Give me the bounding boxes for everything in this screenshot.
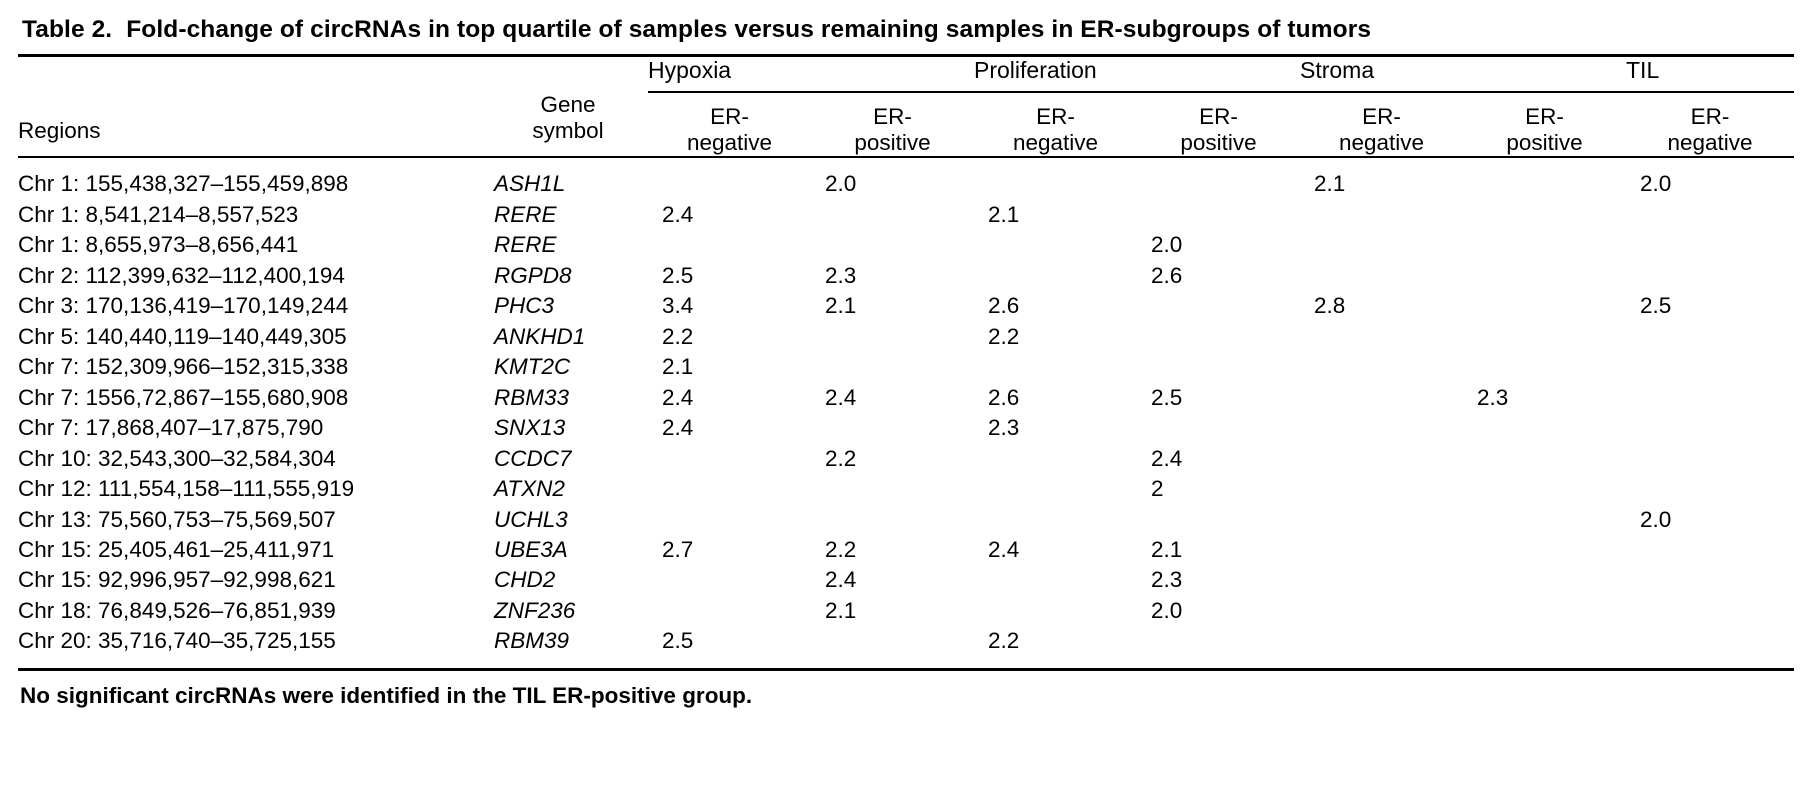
- cell-gene: RBM33: [494, 384, 570, 410]
- cell-prolif-neg: 2.2: [988, 323, 1020, 349]
- cell-til-neg: 2.5: [1640, 293, 1672, 319]
- cell-prolif-pos: 2.0: [1151, 597, 1183, 623]
- cell-region: Chr 10: 32,543,300–32,584,304: [18, 445, 336, 471]
- cell-region: Chr 7: 152,309,966–152,315,338: [18, 354, 349, 380]
- cell-hypoxia-neg: [648, 230, 811, 260]
- sub-line2: negative: [686, 130, 773, 156]
- cell-region: Chr 12: 111,554,158–111,555,919: [18, 476, 355, 502]
- cell-hypoxia-neg: [648, 505, 811, 535]
- cell-gene: SNX13: [494, 415, 566, 441]
- cell-hypoxia-neg: 2.1: [662, 354, 694, 380]
- table-caption-label: Table 2.: [22, 16, 113, 43]
- cell-til-neg: 2.0: [1640, 506, 1672, 532]
- table-row: [18, 535, 1794, 565]
- cell-gene: RGPD8: [494, 262, 572, 288]
- gene-symbol-line2: symbol: [532, 118, 604, 144]
- cell-region: Chr 13: 75,560,753–75,569,507: [18, 506, 336, 532]
- cell-stroma-neg: [1300, 352, 1463, 382]
- sub-line2: positive: [1506, 130, 1583, 156]
- cell-prolif-neg: 2.4: [988, 537, 1020, 562]
- cell-hypoxia-neg: [648, 565, 811, 595]
- cell-til-neg: [1626, 596, 1794, 626]
- sub-line1: ER-: [1525, 104, 1564, 129]
- table-row: [18, 383, 1794, 413]
- column-header-stroma-er-negative: [1300, 92, 1463, 157]
- column-header-hypoxia-er-positive: [811, 92, 974, 157]
- sub-line1: ER-: [1690, 104, 1730, 129]
- cell-prolif-neg: [974, 261, 1137, 291]
- cell-stroma-pos: [1463, 261, 1626, 291]
- cell-prolif-neg: [974, 230, 1137, 260]
- cell-prolif-neg: 2.1: [988, 201, 1020, 227]
- cell-hypoxia-pos: [811, 230, 974, 260]
- cell-gene: ANKHD1: [494, 323, 586, 349]
- cell-gene: ASH1L: [494, 171, 566, 197]
- table-row: [18, 261, 1794, 291]
- cell-hypoxia-pos: [811, 352, 974, 382]
- cell-prolif-pos: 2: [1151, 476, 1164, 502]
- table-row: [18, 322, 1794, 352]
- sub-line1: ER-: [1199, 104, 1238, 129]
- cell-stroma-pos: [1463, 596, 1626, 626]
- cell-prolif-pos: [1137, 322, 1300, 352]
- cell-prolif-pos: [1137, 158, 1300, 199]
- cell-gene: UBE3A: [494, 537, 568, 562]
- cell-stroma-pos: [1463, 626, 1626, 669]
- cell-gene: ATXN2: [494, 476, 565, 502]
- table-footnote: No significant circRNAs were identified in the TIL ER-positive group.: [20, 682, 753, 708]
- column-header-proliferation-er-negative: [974, 92, 1137, 157]
- cell-gene: UCHL3: [494, 506, 568, 532]
- group-header-proliferation: Proliferation: [974, 57, 1300, 92]
- cell-stroma-pos: [1463, 200, 1626, 230]
- cell-stroma-neg: [1300, 383, 1463, 413]
- table-row: [18, 413, 1794, 443]
- cell-stroma-pos: 2.3: [1477, 384, 1509, 410]
- cell-stroma-neg: [1300, 474, 1463, 504]
- cell-stroma-pos: [1463, 230, 1626, 260]
- group-header-til: TIL: [1626, 57, 1794, 92]
- cell-region: Chr 7: 1556,72,867–155,680,908: [18, 384, 349, 410]
- cell-prolif-pos: [1137, 626, 1300, 669]
- cell-gene: RBM39: [494, 628, 570, 654]
- cell-hypoxia-pos: [811, 200, 974, 230]
- sub-line2: negative: [1012, 130, 1099, 156]
- cell-hypoxia-pos: 2.1: [825, 597, 857, 623]
- column-header-regions: Regions: [18, 118, 101, 144]
- cell-prolif-neg: 2.2: [988, 628, 1020, 654]
- cell-prolif-neg: 2.6: [988, 384, 1020, 410]
- table-row: [18, 626, 1794, 669]
- cell-stroma-pos: [1463, 505, 1626, 535]
- cell-stroma-pos: [1463, 565, 1626, 595]
- column-header-hypoxia-er-negative: [648, 92, 811, 157]
- cell-prolif-neg: [974, 505, 1137, 535]
- gene-symbol-line1: Gene: [540, 92, 596, 117]
- cell-til-neg: [1626, 383, 1794, 413]
- cell-stroma-pos: [1463, 291, 1626, 321]
- cell-gene: ZNF236: [494, 597, 576, 623]
- cell-stroma-neg: [1300, 565, 1463, 595]
- column-header-stroma-er-positive: [1463, 92, 1626, 157]
- cell-stroma-pos: [1463, 158, 1626, 199]
- cell-region: Chr 1: 155,438,327–155,459,898: [18, 171, 349, 197]
- cell-hypoxia-neg: 2.5: [662, 262, 694, 288]
- sub-line1: ER-: [1036, 104, 1075, 129]
- cell-til-neg: [1626, 565, 1794, 595]
- sub-line1: ER-: [710, 104, 749, 129]
- cell-gene: RERE: [494, 201, 557, 227]
- cell-stroma-pos: [1463, 444, 1626, 474]
- cell-prolif-neg: 2.6: [988, 293, 1020, 319]
- sub-line2: positive: [854, 130, 931, 156]
- cell-hypoxia-pos: [811, 413, 974, 443]
- cell-stroma-neg: [1300, 626, 1463, 669]
- cell-til-neg: [1626, 200, 1794, 230]
- table-row: [18, 505, 1794, 535]
- cell-prolif-pos: [1137, 200, 1300, 230]
- group-header-spacer-gene: [488, 57, 648, 92]
- cell-hypoxia-pos: 2.1: [825, 293, 857, 319]
- cell-gene: CHD2: [494, 567, 556, 593]
- cell-prolif-pos: [1137, 291, 1300, 321]
- table-caption: [0, 10, 1800, 54]
- table-row: [18, 352, 1794, 382]
- cell-hypoxia-pos: 2.4: [825, 567, 857, 593]
- cell-stroma-neg: [1300, 413, 1463, 443]
- cell-region: Chr 15: 92,996,957–92,998,621: [18, 567, 336, 593]
- column-header-proliferation-er-positive: [1137, 92, 1300, 157]
- cell-prolif-pos: [1137, 505, 1300, 535]
- cell-prolif-pos: [1137, 413, 1300, 443]
- group-header-stroma: Stroma: [1300, 57, 1626, 92]
- cell-hypoxia-pos: [811, 505, 974, 535]
- sub-line1: ER-: [873, 104, 912, 129]
- cell-hypoxia-pos: 2.3: [825, 262, 857, 288]
- cell-region: Chr 7: 17,868,407–17,875,790: [18, 415, 324, 441]
- cell-til-neg: [1626, 352, 1794, 382]
- sub-header-row: [18, 92, 1794, 157]
- cell-region: Chr 2: 112,399,632–112,400,194: [18, 262, 345, 288]
- table-row: [18, 596, 1794, 626]
- cell-prolif-pos: 2.1: [1151, 537, 1183, 562]
- cell-region: Chr 15: 25,405,461–25,411,971: [18, 537, 335, 562]
- table-row: [18, 230, 1794, 260]
- cell-hypoxia-neg: 2.4: [662, 415, 694, 441]
- column-header-gene-symbol: [488, 92, 648, 157]
- cell-hypoxia-pos: [811, 322, 974, 352]
- cell-stroma-neg: [1300, 261, 1463, 291]
- table-caption-text: Fold-change of circRNAs in top quartile of samples versus remaining samples in ER-subgroups of tumors: [126, 16, 1372, 43]
- cell-hypoxia-pos: 2.2: [825, 537, 857, 562]
- cell-hypoxia-neg: [648, 474, 811, 504]
- cell-hypoxia-neg: 3.4: [662, 293, 694, 319]
- cell-prolif-neg: 2.3: [988, 415, 1020, 441]
- cell-prolif-neg: [974, 352, 1137, 382]
- cell-hypoxia-neg: 2.7: [662, 537, 694, 562]
- group-header-row: [18, 57, 1794, 92]
- cell-prolif-pos: 2.5: [1151, 384, 1183, 410]
- table-row: [18, 565, 1794, 595]
- cell-til-neg: [1626, 535, 1794, 565]
- cell-prolif-pos: 2.4: [1151, 445, 1183, 471]
- cell-stroma-neg: [1300, 596, 1463, 626]
- cell-hypoxia-neg: [648, 444, 811, 474]
- cell-region: Chr 20: 35,716,740–35,725,155: [18, 628, 336, 654]
- cell-region: Chr 5: 140,440,119–140,449,305: [18, 323, 347, 349]
- cell-til-neg: [1626, 261, 1794, 291]
- cell-prolif-pos: 2.3: [1151, 567, 1183, 593]
- table-row: [18, 158, 1794, 199]
- cell-stroma-neg: [1300, 200, 1463, 230]
- cell-prolif-pos: 2.6: [1151, 262, 1183, 288]
- cell-stroma-neg: [1300, 444, 1463, 474]
- column-header-til-er-negative: [1626, 92, 1794, 157]
- cell-stroma-pos: [1463, 535, 1626, 565]
- cell-stroma-neg: [1300, 322, 1463, 352]
- table-row: [18, 474, 1794, 504]
- cell-region: Chr 1: 8,541,214–8,557,523: [18, 201, 299, 227]
- cell-stroma-pos: [1463, 352, 1626, 382]
- cell-gene: CCDC7: [494, 445, 572, 471]
- table-row: [18, 291, 1794, 321]
- cell-hypoxia-pos: [811, 474, 974, 504]
- cell-region: Chr 18: 76,849,526–76,851,939: [18, 597, 336, 623]
- sub-line2: negative: [1338, 130, 1425, 156]
- cell-prolif-neg: [974, 596, 1137, 626]
- cell-hypoxia-neg: 2.5: [662, 628, 694, 654]
- sub-line2: negative: [1667, 130, 1753, 156]
- table-row: [18, 200, 1794, 230]
- cell-til-neg: [1626, 230, 1794, 260]
- cell-prolif-neg: [974, 474, 1137, 504]
- cell-hypoxia-neg: [648, 158, 811, 199]
- cell-til-neg: [1626, 474, 1794, 504]
- cell-gene: KMT2C: [494, 354, 571, 380]
- cell-til-neg: [1626, 413, 1794, 443]
- group-header-spacer-regions: [18, 57, 488, 92]
- cell-prolif-neg: [974, 158, 1137, 199]
- cell-stroma-neg: [1300, 505, 1463, 535]
- cell-til-neg: [1626, 626, 1794, 669]
- cell-prolif-neg: [974, 444, 1137, 474]
- cell-hypoxia-pos: 2.0: [825, 171, 857, 197]
- cell-prolif-pos: [1137, 352, 1300, 382]
- cell-stroma-pos: [1463, 413, 1626, 443]
- cell-stroma-pos: [1463, 322, 1626, 352]
- cell-hypoxia-pos: [811, 626, 974, 669]
- cell-stroma-neg: [1300, 535, 1463, 565]
- table-row: [18, 444, 1794, 474]
- fold-change-table: [18, 54, 1794, 671]
- cell-hypoxia-neg: 2.4: [662, 384, 694, 410]
- cell-stroma-neg: 2.8: [1314, 293, 1346, 319]
- cell-gene: RERE: [494, 232, 557, 258]
- cell-hypoxia-neg: 2.2: [662, 323, 694, 349]
- cell-til-neg: 2.0: [1640, 171, 1672, 197]
- cell-til-neg: [1626, 322, 1794, 352]
- sub-line2: positive: [1180, 130, 1257, 156]
- sub-line1: ER-: [1362, 104, 1401, 129]
- cell-stroma-neg: [1300, 230, 1463, 260]
- cell-stroma-pos: [1463, 474, 1626, 504]
- cell-prolif-pos: 2.0: [1151, 232, 1183, 258]
- cell-gene: PHC3: [494, 293, 555, 319]
- cell-til-neg: [1626, 444, 1794, 474]
- group-header-hypoxia: Hypoxia: [648, 57, 974, 92]
- cell-hypoxia-neg: 2.4: [662, 201, 694, 227]
- cell-prolif-neg: [974, 565, 1137, 595]
- cell-hypoxia-pos: 2.2: [825, 445, 857, 471]
- cell-hypoxia-neg: [648, 596, 811, 626]
- cell-region: Chr 1: 8,655,973–8,656,441: [18, 232, 299, 258]
- cell-stroma-neg: 2.1: [1314, 171, 1346, 197]
- cell-hypoxia-pos: 2.4: [825, 384, 857, 410]
- cell-region: Chr 3: 170,136,419–170,149,244: [18, 293, 349, 319]
